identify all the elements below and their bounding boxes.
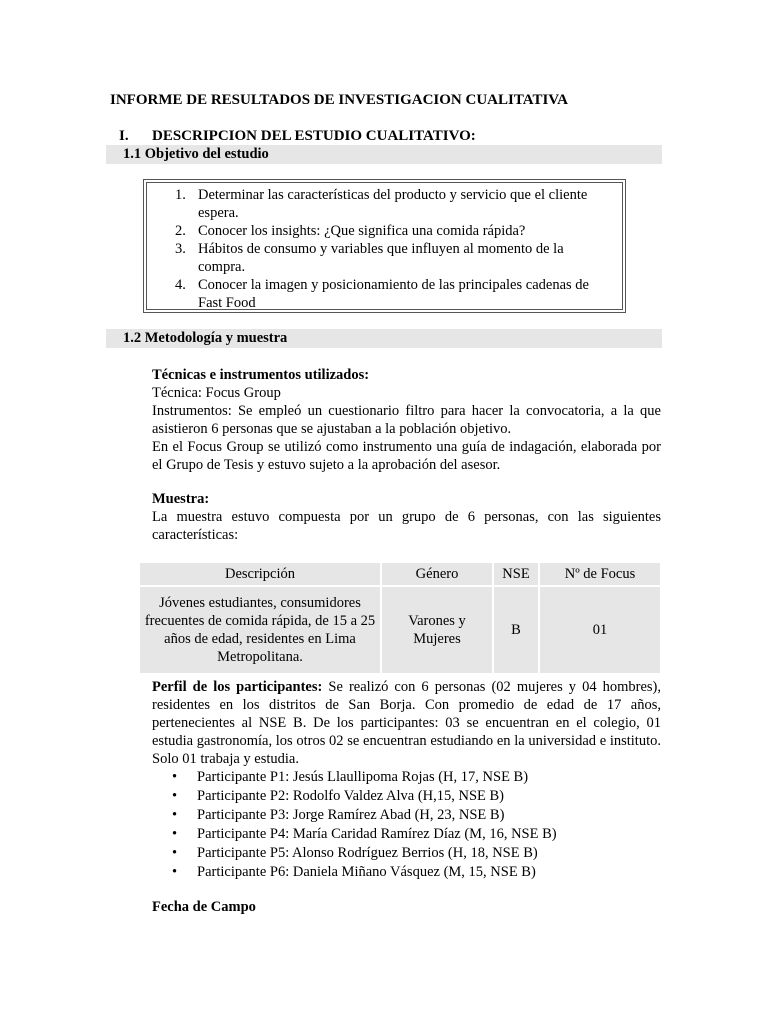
objectives-list	[147, 186, 622, 312]
instruments-text: Instrumentos: Se empleó un cuestionario filtro para hacer la convocatoria, a la que asistieron 6 personas que se ajustaban a la población objetivo.	[152, 403, 661, 437]
subsection-objective-heading: 1.1 Objetivo del estudio	[106, 145, 662, 164]
table-cell-gender: Varones y Mujeres	[382, 587, 492, 673]
list-item: • Participante P1: Jesús Llaullipoma Rojas (H, 17, NSE B)	[172, 769, 529, 785]
table-row	[140, 587, 660, 673]
table-header-focus-count: Nº de Focus	[540, 563, 660, 585]
list-item: • Participante P5: Alonso Rodríguez Berrios (H, 18, NSE B)	[172, 845, 538, 861]
table-header-gender: Género	[382, 563, 492, 585]
table-header-description: Descripción	[140, 563, 380, 585]
focus-guide-text: En el Focus Group se utilizó como instrumento una guía de indagación, elaborada por el Grupo de Tesis y estuvo sujeto a la aprobación del asesor.	[152, 439, 661, 473]
objectives-box	[143, 179, 626, 313]
table-cell-nse: B	[494, 587, 538, 673]
objectives-box-inner	[146, 182, 623, 310]
fieldwork-heading: Fecha de Campo	[152, 899, 256, 915]
sample-heading: Muestra:	[152, 491, 210, 507]
participants-list	[152, 768, 661, 882]
techniques-heading: Técnicas e instrumentos utilizados:	[152, 367, 370, 383]
objective-item: 2. Conocer los insights: ¿Que significa una comida rápida?	[175, 223, 526, 239]
list-item: • Participante P4: María Caridad Ramírez Díaz (M, 16, NSE B)	[172, 826, 557, 842]
bullet-icon: •	[172, 788, 178, 804]
profile-text: Se realizó con 6 personas (02 mujeres y 04 hombres), residentes en los distritos de San Borja. Con promedio de edad de 17 años, pertenecientes al NSE B. De los participantes: 03 se encuentran en el colegio, 01 estudia gastronomía, los otros 02 se encuentran estudiando en la universidad e instituto. Solo 01 trabaja y estudia.	[152, 679, 662, 767]
objective-item: 3. Hábitos de consumo y variables que influyen al momento de la compra.	[175, 241, 564, 275]
sample-block	[152, 490, 661, 544]
profile-label: Perfil de los participantes:	[152, 679, 323, 695]
section-number: I.	[119, 128, 129, 144]
objective-item: 1. Determinar las características del producto y servicio que el cliente espera.	[175, 187, 588, 221]
technique-line: Técnica: Focus Group	[152, 385, 281, 401]
section-heading	[119, 128, 476, 145]
profile-paragraph	[152, 678, 661, 768]
subsection-methodology-heading: 1.2 Metodología y muestra	[106, 329, 662, 348]
bullet-icon: •	[172, 807, 178, 823]
bullet-icon: •	[172, 769, 178, 785]
table-header-row	[140, 563, 660, 585]
list-item: • Participante P2: Rodolfo Valdez Alva (H,15, NSE B)	[172, 788, 505, 804]
bullet-icon: •	[172, 864, 178, 880]
bullet-icon: •	[172, 826, 178, 842]
section-title: DESCRIPCION DEL ESTUDIO CUALITATIVO:	[152, 128, 476, 144]
objective-item: 4. Conocer la imagen y posicionamiento de las principales cadenas de Fast Food	[175, 277, 589, 311]
sample-text: La muestra estuvo compuesta por un grupo de 6 personas, con las siguientes características:	[152, 509, 661, 543]
document-title: INFORME DE RESULTADOS DE INVESTIGACION CUALITATIVA	[110, 92, 569, 108]
list-item: • Participante P3: Jorge Ramírez Abad (H, 23, NSE B)	[172, 807, 505, 823]
bullet-icon: •	[172, 845, 178, 861]
table-header-nse: NSE	[494, 563, 538, 585]
table-cell-focus-count: 01	[540, 587, 660, 673]
profile-block	[152, 678, 661, 882]
techniques-block	[152, 366, 661, 474]
focus-table	[138, 561, 662, 675]
list-item: • Participante P6: Daniela Miñano Vásquez (M, 15, NSE B)	[172, 864, 536, 880]
table-cell-description: Jóvenes estudiantes, consumidores frecuentes de comida rápida, de 15 a 25 años de edad, residentes en Lima Metropolitana.	[140, 587, 380, 673]
